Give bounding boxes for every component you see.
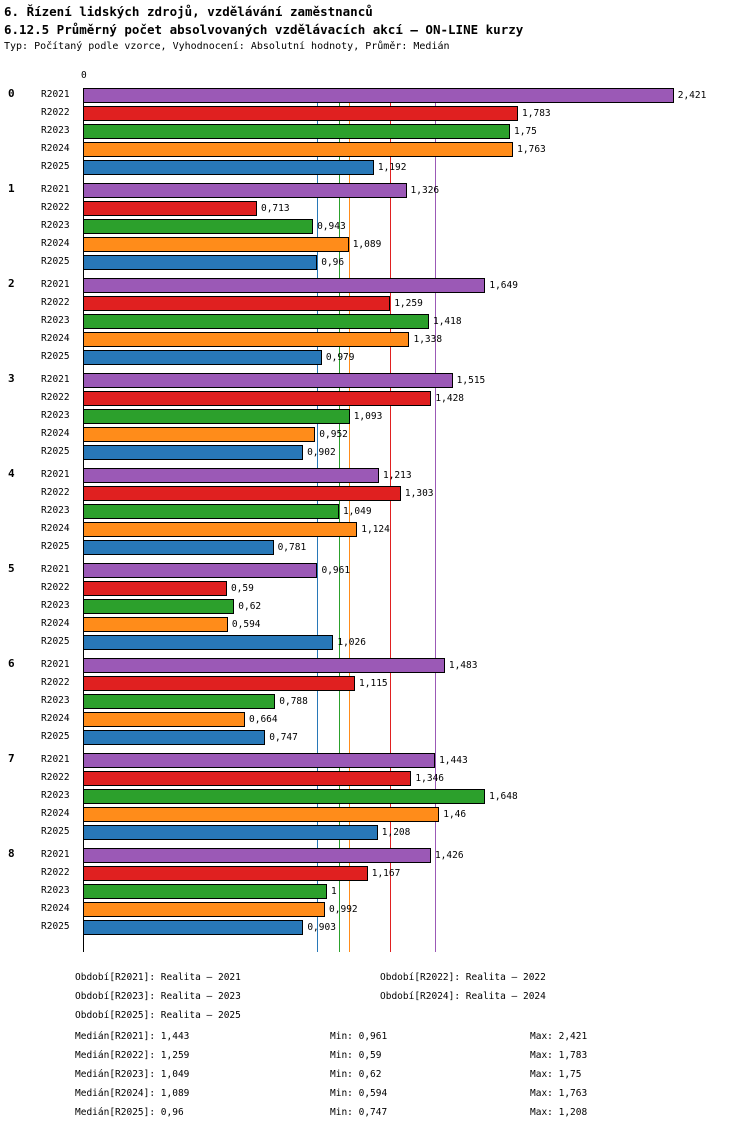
bar-row-label: R2022 (41, 202, 70, 213)
bar-value-label: 1,192 (377, 162, 407, 173)
bar-row-label: R2023 (41, 695, 70, 706)
legend-item: Období[R2025]: Realita – 2025 (75, 1010, 241, 1021)
group-index-label: 5 (8, 562, 15, 575)
bar[interactable] (83, 296, 390, 311)
bar-value-label: 1,75 (514, 126, 537, 137)
bar-row-label: R2021 (41, 564, 70, 575)
bar-row-label: R2021 (41, 184, 70, 195)
bar[interactable] (83, 771, 411, 786)
bar-value-label: 1,026 (337, 637, 366, 648)
stat-max: Max: 2,421 (530, 1031, 588, 1042)
page-title: 6.12.5 Průměrný počet absolvovaných vzdělávacích akcí – ON-LINE kurzy (4, 22, 524, 37)
bar-row-label: R2024 (41, 808, 70, 819)
bar-value-label: 0,961 (321, 565, 351, 576)
bar-value-label: 0,902 (307, 447, 336, 458)
bar-row-label: R2023 (41, 885, 70, 896)
bar-row-label: R2025 (41, 636, 70, 647)
bar-row-label: R2022 (41, 487, 70, 498)
bar-row-label: R2021 (41, 849, 70, 860)
legend-item: Období[R2024]: Realita – 2024 (380, 991, 546, 1002)
bar-value-label: 1,648 (489, 791, 518, 802)
bar-row-label: R2021 (41, 279, 70, 290)
median-gridline-r2023 (339, 88, 340, 952)
bar-value-label: 1,213 (382, 470, 412, 481)
stat-median: Medián[R2025]: 0,96 (75, 1107, 184, 1118)
bar-row-label: R2025 (41, 446, 70, 457)
bar-value-label: 1,649 (489, 280, 518, 291)
bar[interactable] (83, 468, 379, 483)
bar-value-label: 1,093 (353, 411, 383, 422)
bar-row-label: R2024 (41, 618, 70, 629)
bar[interactable] (83, 201, 257, 216)
bar-value-label: 0,96 (321, 257, 345, 268)
bar[interactable] (83, 88, 674, 103)
stat-min: Min: 0,62 (330, 1069, 382, 1080)
bar[interactable] (83, 255, 317, 270)
bar-value-label: 1,515 (456, 375, 486, 386)
bar[interactable] (83, 391, 431, 406)
bar[interactable] (83, 825, 378, 840)
bar-value-label: 0,594 (231, 619, 261, 630)
bar-row-label: R2022 (41, 392, 70, 403)
bar[interactable] (83, 409, 350, 424)
bar[interactable] (83, 540, 274, 555)
bar[interactable] (83, 427, 315, 442)
bar[interactable] (83, 237, 349, 252)
bar[interactable] (83, 314, 429, 329)
stat-min: Min: 0,747 (330, 1107, 388, 1118)
bar-value-label: 1,783 (522, 108, 551, 119)
bar[interactable] (83, 504, 339, 519)
bar-value-label: 1,346 (415, 773, 445, 784)
group-index-label: 4 (8, 467, 15, 480)
bar-row-label: R2023 (41, 790, 70, 801)
stat-median: Medián[R2023]: 1,049 (75, 1069, 190, 1080)
bar-value-label: 1,483 (448, 660, 478, 671)
stat-max: Max: 1,75 (530, 1069, 582, 1080)
bar[interactable] (83, 617, 228, 632)
bar[interactable] (83, 486, 401, 501)
bar[interactable] (83, 106, 518, 121)
bar[interactable] (83, 902, 325, 917)
bar-value-label: 0,713 (260, 203, 290, 214)
chart-subtitle: Typ: Počítaný podle vzorce, Vyhodnocení: Absolutní hodnoty, Průměr: Medián (4, 41, 450, 52)
bar[interactable] (83, 124, 510, 139)
bar[interactable] (83, 160, 374, 175)
bar-value-label: 0,747 (269, 732, 298, 743)
bar-value-label: 1,46 (443, 809, 467, 820)
bar[interactable] (83, 807, 439, 822)
bar-row-label: R2022 (41, 107, 70, 118)
bar-row-label: R2025 (41, 161, 70, 172)
bar[interactable] (83, 866, 368, 881)
bar[interactable] (83, 278, 485, 293)
bar-value-label: 1,089 (352, 239, 382, 250)
bar-value-label: 0,903 (307, 922, 336, 933)
bar-row-label: R2021 (41, 469, 70, 480)
bar-value-label: 1,426 (434, 850, 464, 861)
bar-row-label: R2023 (41, 220, 70, 231)
report-section-title: 6. Řízení lidských zdrojů, vzdělávání zaměstnanců (4, 4, 373, 19)
bar-value-label: 0,788 (279, 696, 308, 707)
bar-value-label: 0,979 (325, 352, 355, 363)
bar-value-label: 1,124 (361, 524, 390, 535)
stat-median: Medián[R2021]: 1,443 (75, 1031, 190, 1042)
bar-row-label: R2022 (41, 772, 70, 783)
bar[interactable] (83, 789, 485, 804)
bar[interactable] (83, 332, 409, 347)
bar-row-label: R2025 (41, 826, 70, 837)
stat-median: Medián[R2024]: 1,089 (75, 1088, 190, 1099)
median-gridline-r2021 (435, 88, 436, 952)
bar-value-label: 1,338 (413, 334, 443, 345)
bar[interactable] (83, 920, 303, 935)
bar-value-label: 1,326 (410, 185, 440, 196)
bar-row-label: R2024 (41, 903, 70, 914)
bar[interactable] (83, 848, 431, 863)
bar-value-label: 1,049 (342, 506, 372, 517)
bar-value-label: 1,167 (371, 868, 401, 879)
bar-row-label: R2024 (41, 333, 70, 344)
bar-row-label: R2023 (41, 410, 70, 421)
group-index-label: 8 (8, 847, 15, 860)
bar-value-label: 1,443 (439, 755, 468, 766)
bar-row-label: R2021 (41, 89, 70, 100)
bar[interactable] (83, 183, 407, 198)
bar-value-label: 1,418 (432, 316, 462, 327)
bar-row-label: R2021 (41, 659, 70, 670)
bar-value-label: 0,781 (277, 542, 307, 553)
bar-row-label: R2024 (41, 428, 70, 439)
stat-max: Max: 1,763 (530, 1088, 588, 1099)
bar-row-label: R2023 (41, 600, 70, 611)
bar-row-label: R2024 (41, 523, 70, 534)
group-index-label: 2 (8, 277, 15, 290)
bar[interactable] (83, 522, 357, 537)
bar[interactable] (83, 712, 245, 727)
stat-max: Max: 1,783 (530, 1050, 588, 1061)
stat-max: Max: 1,208 (530, 1107, 588, 1118)
median-gridline-r2025 (317, 88, 318, 952)
bar[interactable] (83, 658, 445, 673)
bar-value-label: 0,952 (319, 429, 348, 440)
group-index-label: 6 (8, 657, 15, 670)
bar[interactable] (83, 730, 265, 745)
group-index-label: 3 (8, 372, 15, 385)
bar-value-label: 2,421 (677, 90, 707, 101)
group-index-label: 0 (8, 87, 15, 100)
bar-row-label: R2023 (41, 505, 70, 516)
bar[interactable] (83, 581, 227, 596)
median-gridline-r2022 (390, 88, 391, 952)
stat-min: Min: 0,594 (330, 1088, 388, 1099)
bar-value-label: 1,259 (394, 298, 423, 309)
bar[interactable] (83, 563, 317, 578)
bar-value-label: 0,943 (317, 221, 346, 232)
bar[interactable] (83, 350, 322, 365)
bar-row-label: R2024 (41, 238, 70, 249)
stat-median: Medián[R2022]: 1,259 (75, 1050, 190, 1061)
bar-value-label: 1,763 (517, 144, 546, 155)
legend-item: Období[R2021]: Realita – 2021 (75, 972, 241, 983)
legend-item: Období[R2023]: Realita – 2023 (75, 991, 241, 1002)
bar-row-label: R2024 (41, 143, 70, 154)
bar-row-label: R2022 (41, 297, 70, 308)
bar-value-label: 0,59 (230, 583, 254, 594)
bar-value-label: 1,303 (404, 488, 434, 499)
bar[interactable] (83, 373, 453, 388)
bar-row-label: R2024 (41, 713, 70, 724)
bar-row-label: R2021 (41, 754, 70, 765)
bar[interactable] (83, 753, 435, 768)
bar-row-label: R2022 (41, 582, 70, 593)
chart-plot-area (83, 88, 748, 952)
value-axis-line (83, 88, 84, 952)
bar-value-label: 0,992 (329, 904, 358, 915)
bar[interactable] (83, 219, 313, 234)
bar[interactable] (83, 599, 234, 614)
bar-value-label: 1,208 (381, 827, 411, 838)
bar[interactable] (83, 694, 275, 709)
bar-row-label: R2021 (41, 374, 70, 385)
stat-min: Min: 0,961 (330, 1031, 388, 1042)
bar[interactable] (83, 635, 333, 650)
bar-row-label: R2025 (41, 351, 70, 362)
bar[interactable] (83, 445, 303, 460)
bar-value-label: 1,115 (359, 678, 388, 689)
bar-row-label: R2025 (41, 731, 70, 742)
bar[interactable] (83, 884, 327, 899)
median-gridline-r2024 (349, 88, 350, 952)
group-index-label: 7 (8, 752, 15, 765)
bar-value-label: 1 (331, 886, 337, 897)
group-index-label: 1 (8, 182, 15, 195)
bar-value-label: 1,428 (435, 393, 465, 404)
bar[interactable] (83, 142, 513, 157)
bar-row-label: R2025 (41, 256, 70, 267)
bar-row-label: R2025 (41, 921, 70, 932)
bar-value-label: 0,664 (249, 714, 278, 725)
bar-row-label: R2025 (41, 541, 70, 552)
axis-zero-label: 0 (81, 70, 87, 81)
bar-value-label: 0,62 (238, 601, 262, 612)
bar[interactable] (83, 676, 355, 691)
legend-item: Období[R2022]: Realita – 2022 (380, 972, 546, 983)
bar-row-label: R2023 (41, 125, 70, 136)
bar-row-label: R2023 (41, 315, 70, 326)
bar-row-label: R2022 (41, 677, 70, 688)
bar-row-label: R2022 (41, 867, 70, 878)
stat-min: Min: 0,59 (330, 1050, 382, 1061)
